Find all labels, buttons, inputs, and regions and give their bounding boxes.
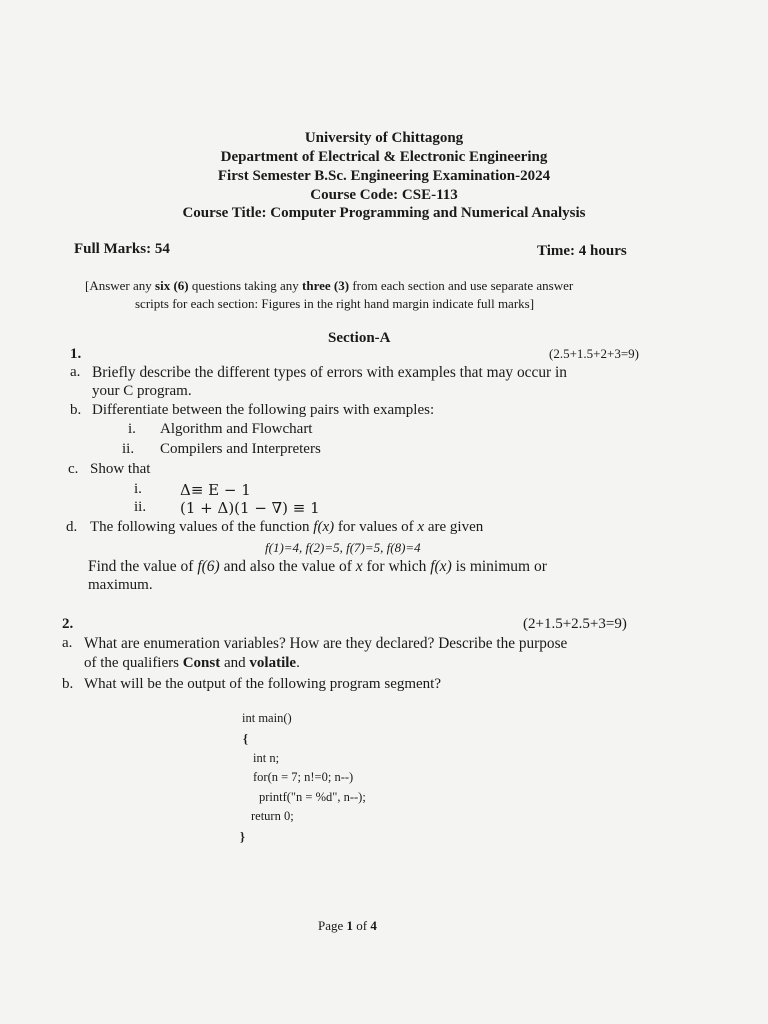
part-label: a. xyxy=(62,635,73,651)
question-number: 1. xyxy=(70,346,82,362)
part-label: b. xyxy=(70,402,82,418)
question-text: of the qualifiers Const and volatile. xyxy=(84,655,300,671)
question-text: maximum. xyxy=(88,577,153,593)
sub-label: i. xyxy=(128,421,136,437)
question-marks: (2.5+1.5+2+3=9) xyxy=(549,346,639,361)
question-text: Briefly describe the different types of errors with examples that may occur in xyxy=(92,364,567,381)
full-marks: Full Marks: 54 xyxy=(74,241,170,257)
question-text: What will be the output of the following program segment? xyxy=(84,676,441,692)
part-label: c. xyxy=(68,461,79,477)
sub-item: Algorithm and Flowchart xyxy=(160,421,313,437)
part-label: a. xyxy=(70,364,81,380)
question-text: your C program. xyxy=(92,383,192,399)
university-name: University of Chittagong xyxy=(304,130,464,146)
question-text: Find the value of f(6) and also the value of x for which f(x) is minimum or xyxy=(88,558,547,575)
question-text: What are enumeration variables? How are they declared? Describe the purpose xyxy=(84,635,568,652)
question-text: Differentiate between the following pairs with examples: xyxy=(92,402,435,418)
sub-label: ii. xyxy=(122,441,135,457)
code-line: for(n = 7; n!=0; n--) xyxy=(253,770,354,784)
math-expression: (1 + Δ)(1 − ∇) ≡ 1 xyxy=(180,499,320,517)
exam-title: First Semester B.Sc. Engineering Examination-2024 xyxy=(217,168,551,184)
question-marks: (2+1.5+2.5+3=9) xyxy=(523,616,627,632)
sub-label: i. xyxy=(134,481,142,497)
exam-time: Time: 4 hours xyxy=(537,243,627,259)
instructions-line-1: [Answer any six (6) questions taking any three (3) from each section and use separate answer xyxy=(85,278,574,293)
code-line: int n; xyxy=(253,751,280,765)
sub-item: Compilers and Interpreters xyxy=(160,441,321,457)
section-heading: Section-A xyxy=(328,330,391,346)
question-text: Show that xyxy=(90,461,151,477)
course-code: Course Code: CSE-113 xyxy=(310,187,458,203)
code-line: { xyxy=(243,732,248,746)
math-expression: Δ≡ E − 1 xyxy=(180,481,251,499)
function-values: f(1)=4, f(2)=5, f(7)=5, f(8)=4 xyxy=(265,540,421,555)
part-label: b. xyxy=(62,676,74,692)
part-label: d. xyxy=(66,519,78,535)
code-line: } xyxy=(240,830,245,844)
code-line: printf("n = %d", n--); xyxy=(259,790,366,804)
course-title: Course Title: Computer Programming and Numerical Analysis xyxy=(182,205,586,221)
code-line: return 0; xyxy=(251,809,294,823)
instructions-line-2: scripts for each section: Figures in the right hand margin indicate full marks] xyxy=(135,296,535,311)
question-number: 2. xyxy=(62,616,74,632)
department-name: Department of Electrical & Electronic Engineering xyxy=(220,149,548,165)
question-text: The following values of the function f(x) for values of x are given xyxy=(90,519,484,535)
code-line: int main() xyxy=(242,711,292,725)
sub-label: ii. xyxy=(134,499,147,515)
page-number: Page 1 of 4 xyxy=(318,918,377,933)
